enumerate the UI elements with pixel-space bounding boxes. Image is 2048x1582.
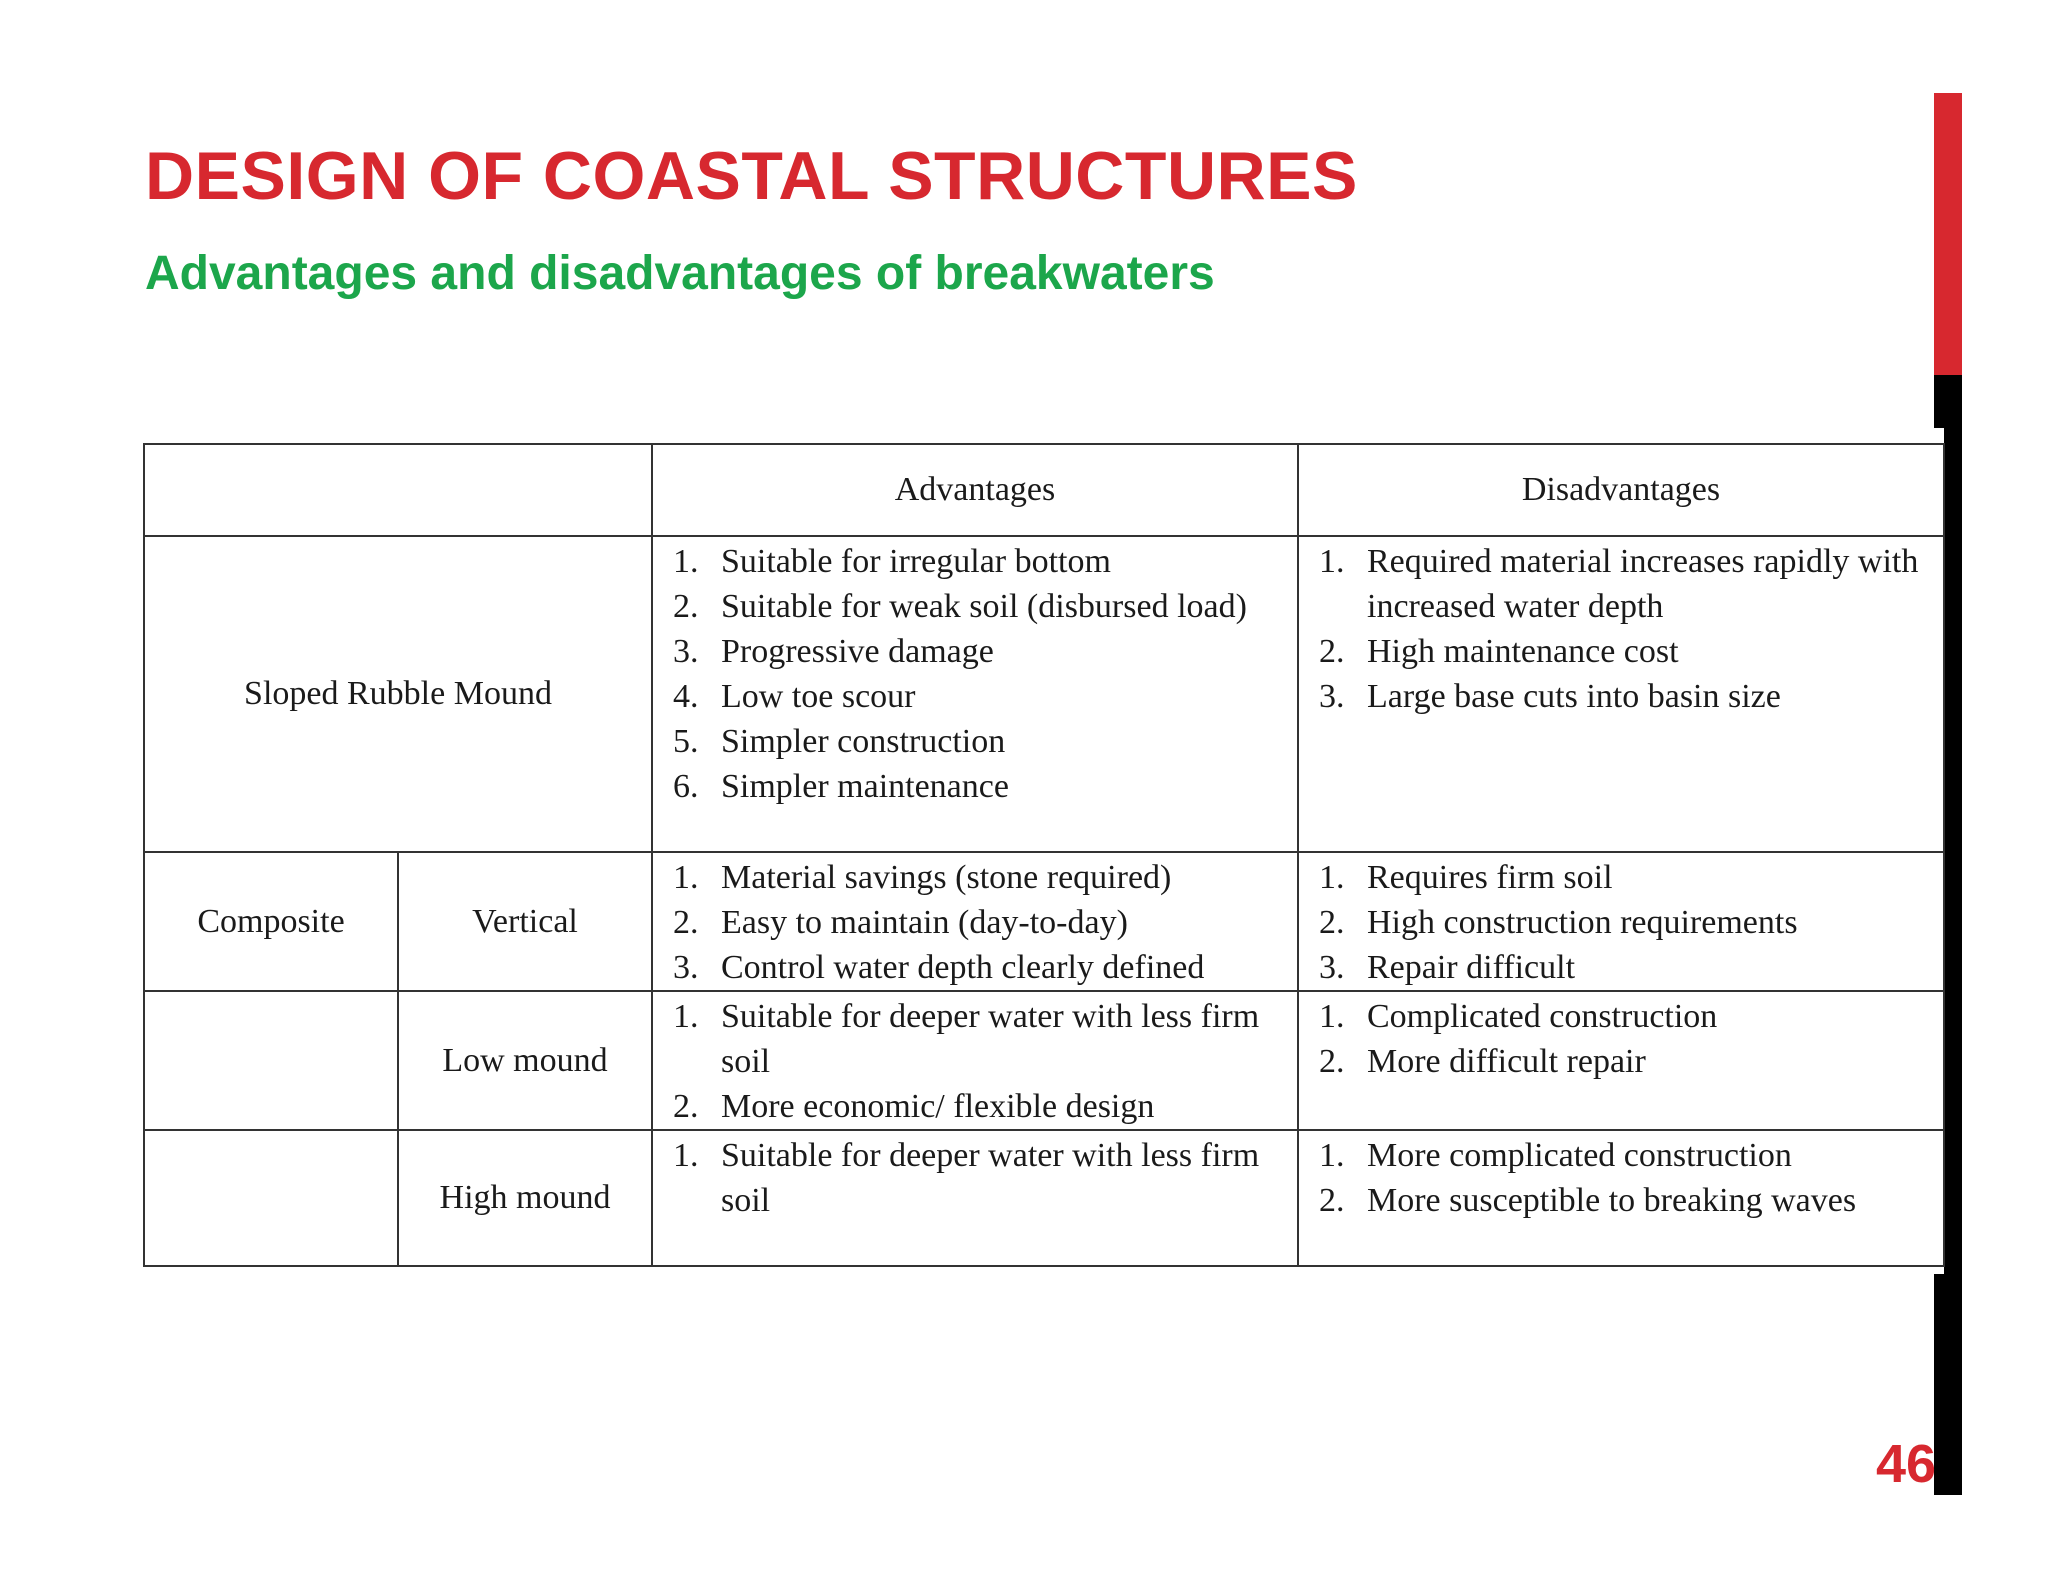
list-item: 6. Simpler maintenance — [673, 768, 1009, 805]
table-row-sloped-rubble-mound — [144, 536, 1944, 852]
disadvantages-cell — [1298, 852, 1944, 991]
list-item: 2. High construction requirements — [1319, 904, 1798, 941]
row-label-type: High mound — [398, 1130, 652, 1266]
row-label-group: Composite — [144, 852, 398, 991]
table-row-high-mound — [144, 1130, 1944, 1266]
table-row-composite-vertical — [144, 852, 1944, 991]
list-item: 2. Easy to maintain (day-to-day) — [673, 904, 1128, 941]
advantages-cell — [652, 852, 1298, 991]
list-item: 1. More complicated construction — [1319, 1137, 1792, 1174]
list-item: 1. Suitable for deeper water with less firm soil — [673, 1137, 1260, 1219]
advantages-list — [673, 994, 1289, 1129]
table-row-low-mound — [144, 991, 1944, 1130]
list-item: 2. More economic/ flexible design — [673, 1088, 1155, 1125]
list-item: 2. High maintenance cost — [1319, 633, 1679, 670]
row-label-type: Vertical — [398, 852, 652, 991]
advantages-list — [673, 539, 1289, 809]
list-item: 3. Progressive damage — [673, 633, 994, 670]
list-item: 2. More difficult repair — [1319, 1043, 1646, 1080]
list-item: 5. Simpler construction — [673, 723, 1006, 760]
slide-subtitle: Advantages and disadvantages of breakwaters — [145, 247, 1215, 300]
table-header-corner — [144, 444, 652, 536]
advantages-cell — [652, 536, 1298, 852]
list-item: 1. Suitable for irregular bottom — [673, 543, 1111, 580]
list-item: 3. Control water depth clearly defined — [673, 949, 1205, 986]
advantages-list — [673, 1133, 1289, 1223]
list-item: 4. Low toe scour — [673, 678, 916, 715]
breakwater-comparison-table — [143, 443, 1945, 1267]
accent-bar-red — [1934, 93, 1962, 375]
row-label-group — [144, 991, 398, 1130]
list-item: 3. Repair difficult — [1319, 949, 1576, 986]
table-header-disadvantages: Disadvantages — [1298, 444, 1944, 536]
disadvantages-list — [1319, 539, 1935, 719]
disadvantages-cell — [1298, 1130, 1944, 1266]
disadvantages-list — [1319, 855, 1935, 990]
page-number: 46 — [1876, 1434, 1937, 1494]
row-label-type: Low mound — [398, 991, 652, 1130]
disadvantages-list — [1319, 994, 1935, 1084]
advantages-list — [673, 855, 1289, 990]
disadvantages-list — [1319, 1133, 1935, 1223]
list-item: 1. Requires firm soil — [1319, 859, 1613, 896]
row-label-group — [144, 1130, 398, 1266]
list-item: 1. Complicated construction — [1319, 998, 1718, 1035]
table-header-advantages: Advantages — [652, 444, 1298, 536]
table-header-row — [144, 444, 1944, 536]
disadvantages-cell — [1298, 991, 1944, 1130]
list-item: 3. Large base cuts into basin size — [1319, 678, 1781, 715]
list-item: 2. More susceptible to breaking waves — [1319, 1182, 1857, 1219]
advantages-cell — [652, 1130, 1298, 1266]
list-item: 1. Required material increases rapidly with increased water depth — [1319, 543, 1919, 625]
row-label-type: Sloped Rubble Mound — [144, 536, 652, 852]
list-item: 2. Suitable for weak soil (disbursed load) — [673, 588, 1247, 625]
disadvantages-cell — [1298, 536, 1944, 852]
advantages-cell — [652, 991, 1298, 1130]
list-item: 1. Suitable for deeper water with less firm soil — [673, 998, 1260, 1080]
slide-title: DESIGN OF COASTAL STRUCTURES — [145, 138, 1358, 214]
list-item: 1. Material savings (stone required) — [673, 859, 1172, 896]
